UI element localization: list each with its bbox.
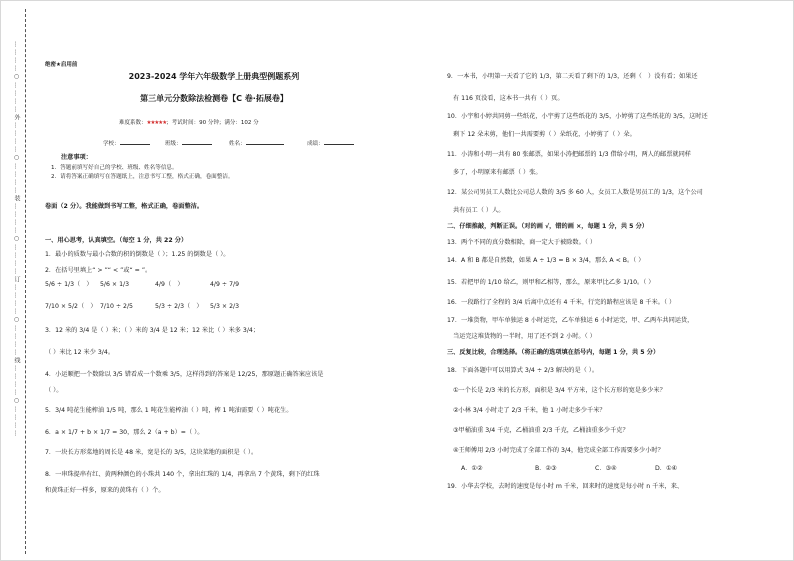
question-15: 15．若把甲的 1/10 给乙，则甲和乙相等，那么，原来甲比乙多 1/10。（ ）: [447, 279, 655, 286]
question-9-cont: 有 116 页没看，这本书一共有（ ）页。: [453, 95, 564, 102]
question-5: 5．3/4 吨花生能榨油 1/5 吨，那么 1 吨花生能榨油（ ）吨，榨 1 吨油需要（ ）吨花生。: [45, 407, 293, 414]
exam-info-line: [119, 119, 259, 128]
school-field[interactable]: 学校：: [103, 140, 150, 149]
choice-d[interactable]: D．①④: [655, 465, 678, 472]
section-1-heading: 一、用心思考，认真填空。（每空 1 分，共 22 分）: [45, 237, 188, 244]
choice-c[interactable]: C．③④: [595, 465, 617, 472]
binding-text: …………○…………外…………○…………装…………○…………订…………○…………线…………○…………: [13, 41, 20, 438]
question-16: 16．一段路行了全程的 3/4 后离中点还有 4 千米，行完的路程应该是 8 千米。（ ）: [447, 299, 676, 306]
question-13: 13．两个不同的真分数相除，商一定大于被除数。（ ）: [447, 239, 597, 246]
question-11-cont: 多了，小明原来有邮票（ ）张。: [453, 169, 542, 176]
question-2: 2．在括号里填上“ > ”“ < ”或“ = ”。: [45, 267, 152, 274]
exam-title-2: 第三单元分数除法检测卷【C 卷·拓展卷】: [140, 94, 288, 103]
compare-item: 5/3 × 2/3: [210, 303, 240, 310]
compare-item: 7/10 ÷ 2/5: [100, 303, 133, 310]
question-18-option-2: ②小林 3/4 小时走了 2/3 千米，他 1 小时走多少千米？: [453, 407, 606, 414]
question-17: 17．一堆货物，甲车单独运 8 小时运完，乙车单独运 6 小时运完，甲、乙两车共同运货，: [447, 317, 694, 324]
choice-b[interactable]: B．②③: [535, 465, 557, 472]
question-4: 4．小运顺把一个数除以 3/5 错看成一个数乘 3/5，这样得到的答案是 12/25，那原题正确答案应该是: [45, 371, 324, 378]
question-1: 1．最小的质数与最小合数的积的倒数是（ ）；1.25 的倒数是（ ）。: [45, 251, 230, 258]
question-3: 3．12 米的 3/4 是（ ）米；（ ）米的 3/4 是 12 米；12 米比（ ）米多 3/4；: [45, 327, 260, 334]
question-2-row-2: [45, 303, 265, 312]
compare-item: 4/9 ÷ 7/9: [210, 281, 240, 288]
left-column: [45, 1, 383, 561]
question-10-cont: 剩下 12 朵未剪，他们一共需要剪（ ）朵纸花，小婷剪了（ ）朵。: [453, 131, 636, 138]
paper-neatness-line: 卷面（2 分）。我能做到书写工整，格式正确，卷面整洁。: [45, 203, 204, 210]
question-18-option-3: ③甲桶油重 3/4 千克，乙桶油重 2/3 千克，乙桶油重多少千克？: [453, 427, 629, 434]
note-2: 2．请将答案正确填写在答题纸上，注意书写工整，格式正确，卷面整洁。: [51, 174, 234, 180]
question-3-cont: （ ）米比 12 米少 3/4。: [45, 349, 115, 356]
question-17-cont: 当运完这堆货物的一半时，用了还不到 2 小时。（ ）: [453, 333, 596, 340]
question-12-cont: 共有员工（ ）人。: [453, 207, 505, 214]
question-7: 7．一块长方形菜地的周长是 48 米，宽是长的 3/5，这块菜地的面积是（ ）。: [45, 449, 258, 456]
question-18-option-4: ④王师傅用 2/3 小时完成了全部工作的 3/4，他完成全部工作需要多少小时？: [453, 447, 664, 454]
question-18-option-1: ①一个长是 2/3 米的长方形，面积是 3/4 平方米，这个长方形的宽是多少米？: [453, 387, 666, 394]
question-4-cont: （ ）。: [45, 387, 63, 394]
question-10: 10．小宇和小婷共同剪一些纸花，小宇剪了这些纸花的 3/5，小婷剪了这些纸花的 3/5，这时还: [447, 113, 708, 120]
compare-item: 5/3 ÷ 2/3（ ）: [155, 303, 203, 310]
compare-item: 5/6 × 1/3: [100, 281, 130, 288]
name-field[interactable]: 姓名：: [229, 140, 284, 149]
question-2-row-1: [45, 281, 265, 290]
question-19: 19．小华去学校，去时的速度是每小时 m 千米，回来时的速度是每小时 n 千米，来、: [447, 483, 684, 490]
question-18: 18．下面各题中可以用算式 3/4 ÷ 2/3 解决的是（ ）。: [447, 367, 599, 374]
right-column: [447, 1, 777, 561]
question-8-cont: 和黄珠正好一样多，原来的黄珠有（ ）个。: [45, 487, 165, 494]
compare-item: 5/6 ÷ 1/3（ ）: [45, 281, 93, 288]
question-14: 14．A 和 B 都是自然数，如果 A ÷ 1/3 = B × 3/4，那么 A < B。（ ）: [447, 257, 645, 264]
exam-title-1: 2023-2024 学年六年级数学上册典型例题系列: [128, 72, 300, 81]
notes-title: 注意事项：: [61, 154, 92, 161]
exam-info: ；考试时间：90 分钟；满分：102 分: [166, 120, 259, 126]
question-8: 8．一串珠提串有红、黄两种颜色的小珠共 140 个，拿出红珠的 1/4，再拿出 7 个黄珠，剩下的红珠: [45, 471, 320, 478]
compare-item: 4/9（ ）: [155, 281, 184, 288]
question-6: 6．a × 1/7 + b × 1/7 = 30，那么 2（a + b）=（ ）。: [45, 429, 204, 436]
score-field[interactable]: 成绩：: [307, 140, 354, 149]
question-11: 11．小涛和小明一共有 80 张邮票，如果小涛把邮票的 1/3 借给小明，两人的邮票就同样: [447, 151, 691, 158]
compare-item: 7/10 × 5/2（ ）: [45, 303, 97, 310]
difficulty-stars: ★★★★★: [146, 120, 167, 126]
note-1: 1．答题前填写好自己的学校、班级、姓名等信息。: [51, 165, 178, 171]
question-9: 9．一本书，小明第一天看了它的 1/3，第二天看了剩下的 1/3，还剩（ ）没有看；如果还: [447, 73, 698, 80]
difficulty-label: 难度系数：: [119, 120, 147, 126]
section-3-heading: 三、反复比较，合理选择。（将正确的选项填在括号内，每题 1 分，共 5 分）: [447, 349, 660, 356]
class-field[interactable]: 班级：: [165, 140, 212, 149]
secret-label: 绝密★启用前: [45, 62, 78, 68]
choice-a[interactable]: A．①②: [461, 465, 483, 472]
binding-line: [25, 9, 26, 554]
section-2-heading: 二、仔细推敲，判断正误。（对的画 √，错的画 ×，每题 1 分，共 5 分）: [447, 223, 648, 230]
question-12: 12．某公司男员工人数比公司总人数的 3/5 多 60 人，女员工人数是男员工的 1/3，这个公司: [447, 189, 703, 196]
